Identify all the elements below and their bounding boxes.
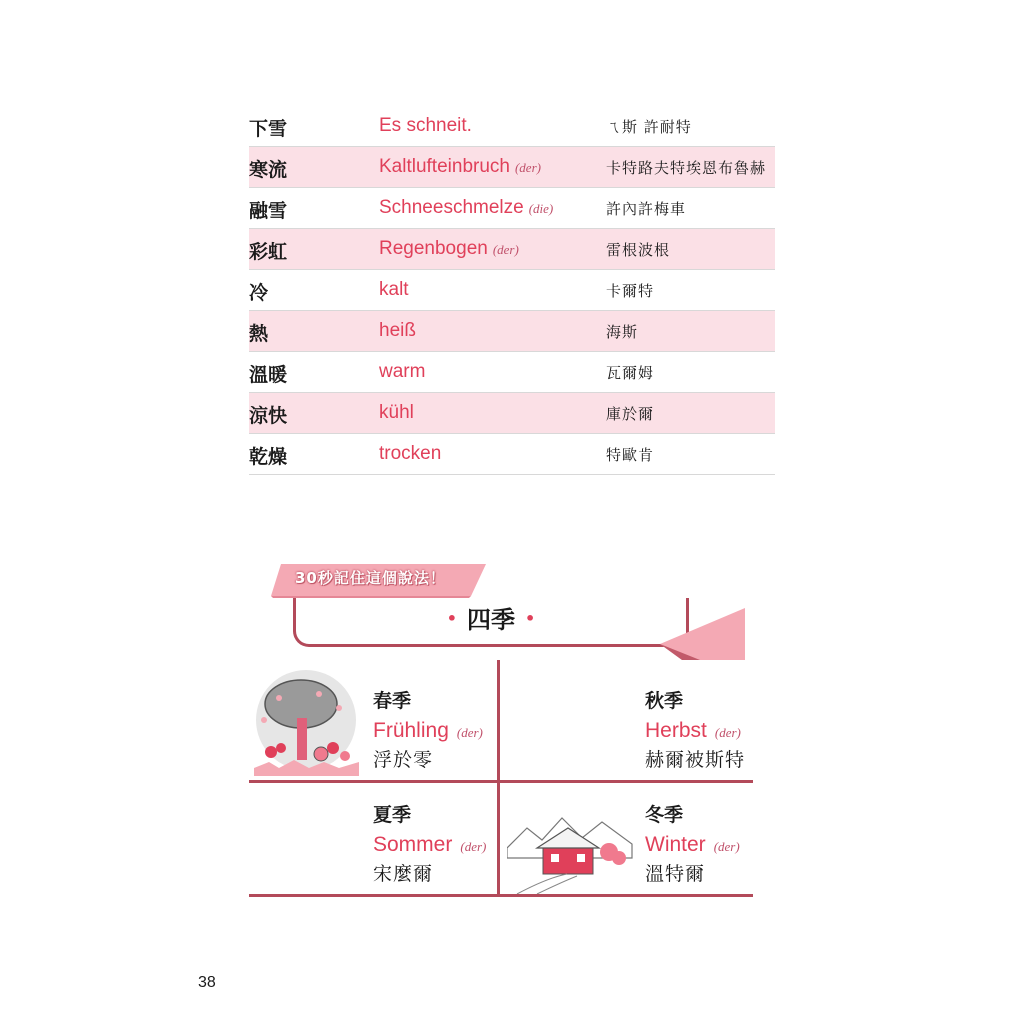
chinese-word: 乾燥 bbox=[249, 446, 288, 468]
chinese-word: 彩虹 bbox=[249, 241, 288, 263]
section-banner bbox=[265, 560, 745, 665]
season-pronunciation: 浮於零 bbox=[373, 749, 434, 771]
season-chinese: 夏季 bbox=[373, 804, 412, 826]
spring-tree-icon bbox=[249, 668, 364, 776]
season-pronunciation: 溫特爾 bbox=[645, 863, 706, 885]
chinese-word: 下雪 bbox=[249, 118, 288, 140]
season-chinese: 秋季 bbox=[645, 690, 684, 712]
table-row bbox=[249, 229, 775, 270]
table-row bbox=[249, 352, 775, 393]
page-title: • 四季 • bbox=[446, 606, 536, 634]
pronunciation: 卡爾特 bbox=[606, 282, 655, 300]
table-row bbox=[249, 147, 775, 188]
pronunciation: 雷根波根 bbox=[606, 241, 671, 259]
banner-tag-label: 30秒記住這個說法！ bbox=[295, 569, 446, 587]
chinese-word: 熱 bbox=[249, 323, 269, 345]
chinese-word: 溫暖 bbox=[249, 364, 288, 386]
german-word: kühl bbox=[379, 402, 414, 423]
ribbon-fold-icon bbox=[660, 608, 745, 663]
german-word: Es schneit. bbox=[379, 115, 472, 136]
german-word: Schneeschmelze (die) bbox=[379, 197, 554, 218]
grid-divider-bottom bbox=[249, 894, 753, 897]
season-german: Winter (der) bbox=[645, 833, 740, 856]
season-summer bbox=[373, 800, 486, 886]
chinese-word: 冷 bbox=[249, 282, 269, 304]
pronunciation: 瓦爾姆 bbox=[606, 364, 655, 382]
title-box bbox=[293, 598, 689, 647]
season-winter bbox=[645, 800, 740, 886]
table-row bbox=[249, 393, 775, 434]
table-row bbox=[249, 188, 775, 229]
table-row bbox=[249, 434, 775, 475]
german-word: warm bbox=[379, 361, 426, 382]
german-word: Regenbogen (der) bbox=[379, 238, 519, 259]
winter-cabin-icon bbox=[507, 798, 637, 894]
pronunciation: 特歐肯 bbox=[606, 446, 655, 464]
seasons-grid bbox=[249, 660, 753, 898]
page-number: 38 bbox=[198, 974, 216, 991]
german-word: trocken bbox=[379, 443, 442, 464]
season-pronunciation: 赫爾被斯特 bbox=[645, 749, 746, 771]
season-german: Sommer (der) bbox=[373, 833, 487, 856]
season-autumn bbox=[645, 686, 745, 772]
table-row bbox=[249, 106, 775, 147]
pronunciation: 卡特路夫特埃恩布魯赫 bbox=[606, 159, 767, 177]
season-spring bbox=[373, 686, 483, 772]
pronunciation: 海斯 bbox=[606, 323, 639, 341]
grid-divider-middle bbox=[249, 780, 753, 783]
chinese-word: 融雪 bbox=[249, 200, 288, 222]
pronunciation: 庫於爾 bbox=[606, 405, 655, 423]
german-word: kalt bbox=[379, 279, 409, 300]
title-dot-left: • bbox=[446, 609, 457, 628]
german-word: heiß bbox=[379, 320, 416, 341]
season-chinese: 冬季 bbox=[645, 804, 684, 826]
german-word: Kaltlufteinbruch (der) bbox=[379, 156, 541, 177]
season-chinese: 春季 bbox=[373, 690, 412, 712]
pronunciation: ㄟ斯 許耐特 bbox=[606, 118, 692, 136]
season-german: Frühling (der) bbox=[373, 719, 483, 742]
table-row bbox=[249, 311, 775, 352]
grid-divider-vertical bbox=[497, 660, 500, 896]
title-dot-right: • bbox=[525, 609, 536, 628]
chinese-word: 寒流 bbox=[249, 159, 288, 181]
season-pronunciation: 宋麼爾 bbox=[373, 863, 434, 885]
pronunciation: 許內許梅車 bbox=[606, 200, 687, 218]
table-row bbox=[249, 270, 775, 311]
chinese-word: 涼快 bbox=[249, 405, 288, 427]
season-german: Herbst (der) bbox=[645, 719, 741, 742]
vocabulary-table bbox=[249, 106, 775, 475]
